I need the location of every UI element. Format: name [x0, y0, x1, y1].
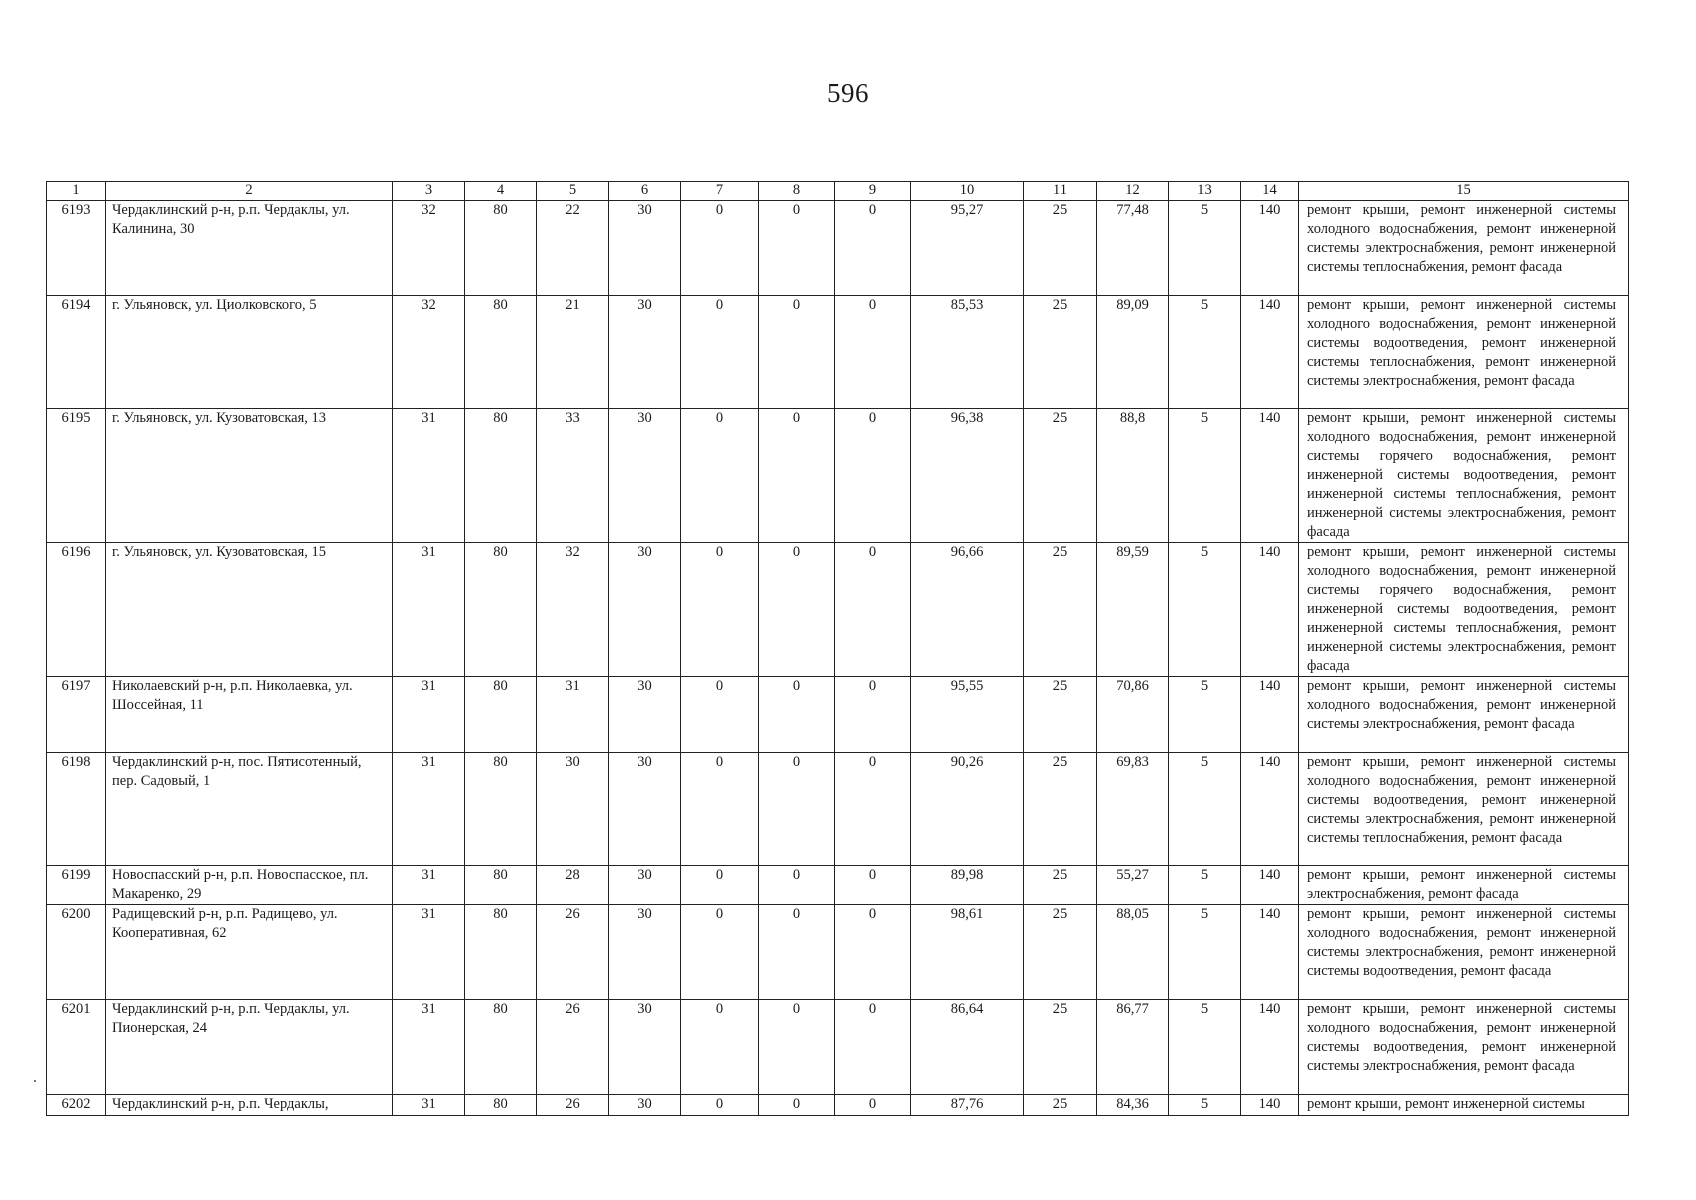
header-cell: 8	[759, 182, 835, 201]
row-number-cell: 6198	[47, 753, 106, 866]
works-cell: ремонт крыши, ремонт инженерной системы холодного водоснабжения, ремонт инженерной системы водоотведения, ремонт инженерной системы теплоснабжения, ремонт инженерной системы электроснабжения, ремонт фасада	[1299, 296, 1629, 409]
value-cell: 0	[681, 1000, 759, 1095]
value-cell: 90,26	[911, 753, 1024, 866]
works-cell: ремонт крыши, ремонт инженерной системы	[1299, 1095, 1629, 1116]
value-cell: 0	[681, 753, 759, 866]
address-cell: г. Ульяновск, ул. Кузоватовская, 15	[106, 543, 393, 677]
table-row	[47, 677, 1629, 753]
value-cell: 5	[1169, 1000, 1241, 1095]
value-cell: 5	[1169, 866, 1241, 905]
value-cell: 31	[393, 677, 465, 753]
value-cell: 140	[1241, 543, 1299, 677]
value-cell: 140	[1241, 677, 1299, 753]
value-cell: 88,8	[1097, 409, 1169, 543]
value-cell: 0	[759, 543, 835, 677]
value-cell: 55,27	[1097, 866, 1169, 905]
value-cell: 80	[465, 543, 537, 677]
value-cell: 0	[681, 1095, 759, 1116]
header-cell: 3	[393, 182, 465, 201]
value-cell: 26	[537, 905, 609, 1000]
address-cell: Чердаклинский р-н, пос. Пятисотенный, пер. Садовый, 1	[106, 753, 393, 866]
value-cell: 25	[1024, 677, 1097, 753]
value-cell: 5	[1169, 753, 1241, 866]
value-cell: 98,61	[911, 905, 1024, 1000]
header-cell: 12	[1097, 182, 1169, 201]
value-cell: 30	[537, 753, 609, 866]
table-row	[47, 296, 1629, 409]
value-cell: 31	[393, 1000, 465, 1095]
value-cell: 0	[681, 866, 759, 905]
header-cell: 2	[106, 182, 393, 201]
value-cell: 0	[835, 1095, 911, 1116]
value-cell: 89,09	[1097, 296, 1169, 409]
row-number-cell: 6201	[47, 1000, 106, 1095]
row-number-cell: 6193	[47, 201, 106, 296]
row-number-cell: 6196	[47, 543, 106, 677]
value-cell: 80	[465, 753, 537, 866]
value-cell: 25	[1024, 866, 1097, 905]
header-cell: 13	[1169, 182, 1241, 201]
value-cell: 25	[1024, 1095, 1097, 1116]
table-row	[47, 409, 1629, 543]
works-cell: ремонт крыши, ремонт инженерной системы холодного водоснабжения, ремонт инженерной системы электроснабжения, ремонт инженерной системы теплоснабжения, ремонт фасада	[1299, 201, 1629, 296]
value-cell: 0	[681, 201, 759, 296]
value-cell: 0	[681, 905, 759, 1000]
value-cell: 140	[1241, 1000, 1299, 1095]
works-cell: ремонт крыши, ремонт инженерной системы холодного водоснабжения, ремонт инженерной системы горячего водоснабжения, ремонт инженерной системы водоотведения, ремонт инженерной системы теплоснабжения, ремонт инженерной системы электроснабжения, ремонт фасада	[1299, 409, 1629, 543]
value-cell: 70,86	[1097, 677, 1169, 753]
page-number: 596	[827, 78, 869, 108]
value-cell: 140	[1241, 866, 1299, 905]
value-cell: 30	[609, 543, 681, 677]
value-cell: 80	[465, 201, 537, 296]
value-cell: 30	[609, 201, 681, 296]
value-cell: 0	[759, 409, 835, 543]
value-cell: 22	[537, 201, 609, 296]
works-cell: ремонт крыши, ремонт инженерной системы холодного водоснабжения, ремонт инженерной системы горячего водоснабжения, ремонт инженерной системы водоотведения, ремонт инженерной системы теплоснабжения, ремонт инженерной системы электроснабжения, ремонт фасада	[1299, 543, 1629, 677]
value-cell: 80	[465, 866, 537, 905]
value-cell: 95,27	[911, 201, 1024, 296]
value-cell: 96,38	[911, 409, 1024, 543]
value-cell: 87,76	[911, 1095, 1024, 1116]
value-cell: 89,59	[1097, 543, 1169, 677]
scan-speck	[34, 1080, 36, 1082]
value-cell: 25	[1024, 296, 1097, 409]
value-cell: 80	[465, 1000, 537, 1095]
address-cell: Чердаклинский р-н, р.п. Чердаклы, ул. Пионерская, 24	[106, 1000, 393, 1095]
row-number-cell: 6200	[47, 905, 106, 1000]
table-row	[47, 905, 1629, 1000]
header-cell: 5	[537, 182, 609, 201]
value-cell: 0	[759, 1095, 835, 1116]
value-cell: 25	[1024, 409, 1097, 543]
header-cell: 4	[465, 182, 537, 201]
value-cell: 30	[609, 409, 681, 543]
table-row	[47, 201, 1629, 296]
address-cell: г. Ульяновск, ул. Циолковского, 5	[106, 296, 393, 409]
value-cell: 5	[1169, 201, 1241, 296]
value-cell: 140	[1241, 296, 1299, 409]
value-cell: 80	[465, 409, 537, 543]
value-cell: 0	[835, 905, 911, 1000]
value-cell: 31	[537, 677, 609, 753]
value-cell: 32	[537, 543, 609, 677]
value-cell: 5	[1169, 905, 1241, 1000]
value-cell: 140	[1241, 905, 1299, 1000]
header-cell: 1	[47, 182, 106, 201]
value-cell: 0	[759, 1000, 835, 1095]
table-row	[47, 543, 1629, 677]
value-cell: 31	[393, 1095, 465, 1116]
value-cell: 140	[1241, 1095, 1299, 1116]
value-cell: 25	[1024, 543, 1097, 677]
value-cell: 80	[465, 1095, 537, 1116]
header-cell: 11	[1024, 182, 1097, 201]
value-cell: 32	[393, 201, 465, 296]
row-number-cell: 6197	[47, 677, 106, 753]
value-cell: 0	[759, 677, 835, 753]
header-row	[47, 182, 1629, 201]
value-cell: 28	[537, 866, 609, 905]
value-cell: 30	[609, 296, 681, 409]
value-cell: 30	[609, 1095, 681, 1116]
value-cell: 0	[835, 753, 911, 866]
row-number-cell: 6195	[47, 409, 106, 543]
value-cell: 0	[835, 409, 911, 543]
value-cell: 96,66	[911, 543, 1024, 677]
value-cell: 5	[1169, 409, 1241, 543]
value-cell: 32	[393, 296, 465, 409]
data-table	[46, 181, 1629, 1116]
value-cell: 0	[681, 409, 759, 543]
address-cell: Николаевский р-н, р.п. Николаевка, ул. Шоссейная, 11	[106, 677, 393, 753]
value-cell: 0	[835, 296, 911, 409]
value-cell: 25	[1024, 1000, 1097, 1095]
value-cell: 5	[1169, 543, 1241, 677]
value-cell: 77,48	[1097, 201, 1169, 296]
works-cell: ремонт крыши, ремонт инженерной системы электроснабжения, ремонт фасада	[1299, 866, 1629, 905]
value-cell: 0	[835, 201, 911, 296]
value-cell: 0	[681, 296, 759, 409]
value-cell: 21	[537, 296, 609, 409]
works-cell: ремонт крыши, ремонт инженерной системы холодного водоснабжения, ремонт инженерной системы водоотведения, ремонт инженерной системы электроснабжения, ремонт инженерной системы теплоснабжения, ремонт фасада	[1299, 753, 1629, 866]
value-cell: 31	[393, 866, 465, 905]
address-cell: Чердаклинский р-н, р.п. Чердаклы,	[106, 1095, 393, 1116]
value-cell: 30	[609, 1000, 681, 1095]
row-number-cell: 6194	[47, 296, 106, 409]
value-cell: 31	[393, 753, 465, 866]
address-cell: Новоспасский р-н, р.п. Новоспасское, пл. Макаренко, 29	[106, 866, 393, 905]
value-cell: 31	[393, 543, 465, 677]
works-cell: ремонт крыши, ремонт инженерной системы холодного водоснабжения, ремонт инженерной системы электроснабжения, ремонт фасада	[1299, 677, 1629, 753]
table-row	[47, 753, 1629, 866]
value-cell: 84,36	[1097, 1095, 1169, 1116]
value-cell: 0	[759, 296, 835, 409]
table-row	[47, 866, 1629, 905]
value-cell: 31	[393, 409, 465, 543]
value-cell: 5	[1169, 296, 1241, 409]
value-cell: 26	[537, 1095, 609, 1116]
value-cell: 88,05	[1097, 905, 1169, 1000]
works-cell: ремонт крыши, ремонт инженерной системы холодного водоснабжения, ремонт инженерной системы водоотведения, ремонт инженерной системы электроснабжения, ремонт фасада	[1299, 1000, 1629, 1095]
value-cell: 25	[1024, 905, 1097, 1000]
value-cell: 89,98	[911, 866, 1024, 905]
value-cell: 0	[759, 905, 835, 1000]
value-cell: 0	[835, 677, 911, 753]
address-cell: г. Ульяновск, ул. Кузоватовская, 13	[106, 409, 393, 543]
row-number-cell: 6199	[47, 866, 106, 905]
table-row	[47, 1095, 1629, 1116]
value-cell: 80	[465, 296, 537, 409]
value-cell: 0	[759, 753, 835, 866]
value-cell: 86,64	[911, 1000, 1024, 1095]
value-cell: 25	[1024, 201, 1097, 296]
value-cell: 31	[393, 905, 465, 1000]
works-cell: ремонт крыши, ремонт инженерной системы холодного водоснабжения, ремонт инженерной системы электроснабжения, ремонт инженерной системы водоотведения, ремонт фасада	[1299, 905, 1629, 1000]
value-cell: 140	[1241, 409, 1299, 543]
value-cell: 33	[537, 409, 609, 543]
header-cell: 14	[1241, 182, 1299, 201]
header-cell: 10	[911, 182, 1024, 201]
value-cell: 0	[835, 543, 911, 677]
value-cell: 30	[609, 753, 681, 866]
table-row	[47, 1000, 1629, 1095]
value-cell: 95,55	[911, 677, 1024, 753]
header-cell: 7	[681, 182, 759, 201]
value-cell: 0	[759, 866, 835, 905]
header-cell: 6	[609, 182, 681, 201]
value-cell: 85,53	[911, 296, 1024, 409]
header-cell: 9	[835, 182, 911, 201]
value-cell: 80	[465, 905, 537, 1000]
value-cell: 140	[1241, 201, 1299, 296]
value-cell: 0	[681, 677, 759, 753]
address-cell: Чердаклинский р-н, р.п. Чердаклы, ул. Калинина, 30	[106, 201, 393, 296]
row-number-cell: 6202	[47, 1095, 106, 1116]
value-cell: 30	[609, 905, 681, 1000]
value-cell: 5	[1169, 677, 1241, 753]
value-cell: 140	[1241, 753, 1299, 866]
address-cell: Радищевский р-н, р.п. Радищево, ул. Кооперативная, 62	[106, 905, 393, 1000]
value-cell: 80	[465, 677, 537, 753]
value-cell: 0	[835, 866, 911, 905]
value-cell: 0	[759, 201, 835, 296]
value-cell: 86,77	[1097, 1000, 1169, 1095]
value-cell: 30	[609, 677, 681, 753]
header-cell: 15	[1299, 182, 1629, 201]
value-cell: 26	[537, 1000, 609, 1095]
value-cell: 30	[609, 866, 681, 905]
value-cell: 0	[681, 543, 759, 677]
value-cell: 69,83	[1097, 753, 1169, 866]
value-cell: 0	[835, 1000, 911, 1095]
value-cell: 5	[1169, 1095, 1241, 1116]
value-cell: 25	[1024, 753, 1097, 866]
